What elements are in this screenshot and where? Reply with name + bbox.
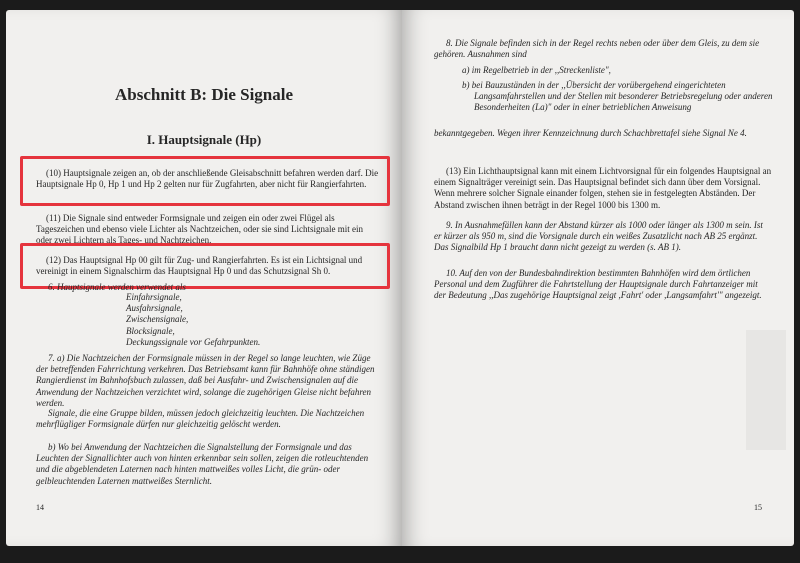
note-7b: b) Wo bei Anwendung der Nachtzeichen die Signalstellung der Formsignale und das Leuchten der Signallichter auch von hinten erkennbar sein sollen, zeigen die rotleuchtenden und die abgeblendeten Laternen nach hinten mattweißes volles Licht, die grün- oder gelbleuchtenden Laternen mattweißes Sternlicht. bbox=[36, 442, 369, 486]
list-item: Deckungssignale vor Gefahrpunkten. bbox=[126, 336, 261, 347]
section-heading: Abschnitt B: Die Signale bbox=[114, 85, 294, 104]
left-page bbox=[6, 10, 402, 546]
paragraph-10: (10) Hauptsignale zeigen an, ob der anschließende Gleisabschnitt befahren werden darf. Die Hauptsignale Hp 0, Hp 1 und Hp 2 gelten nur für Zugfahrten, aber nicht für Rangierfahrten. bbox=[36, 168, 379, 190]
note-8b: b) bei Bauzuständen in der ,,Übersicht der vorübergehend eingerichteten Langsamfahrstellen und der Stellen mit besonderer Betriebsregelung oder anderen Besonderheiten (La)" oder in einer betrieblichen Anweisung bbox=[462, 80, 773, 113]
note-7a-continued: Signale, die eine Gruppe bilden, müssen jedoch gleichzeitig leuchten. Die Nachtzeichen mehrflügliger Formsignale dürfen nur gleichzeitig gelöscht werden. bbox=[36, 408, 365, 430]
highlight-box-10 bbox=[20, 156, 390, 206]
note-6-intro: 6. Hauptsignale werden verwendet als bbox=[48, 282, 186, 292]
note-7a: 7. a) Die Nachtzeichen der Formsignale müssen in der Regel so lange leuchten, wie Züge der betreffenden Fahrrichtung verkehren. Das Betriebsamt kann für Bahnhöfe ohne ständigen Rangierdienst im Bahnhofsbuch zulassen, daß bei Ausfahr- und Zwischensignalen auf die Anwendung der Nachtzeichen verzichtet wird, solange die zugehörigen Gleise nicht befahren werden. bbox=[36, 353, 375, 408]
list-item: Einfahrsignale, bbox=[126, 292, 182, 302]
page-number-left: 14 bbox=[36, 503, 44, 512]
note-10: 10. Auf den von der Bundesbahndirektion bestimmten Bahnhöfen wird dem örtlichen Personal und dem Zugführer die Fahrtstellung der Hauptsignale durch Fahrtanzeiger mit der Bedeutung ,,Das zugehörige Hauptsignal zeigt ,Fahrt' oder ,Langsamfahrt'" angezeigt. bbox=[434, 268, 762, 301]
right-page bbox=[402, 10, 794, 546]
note-6-list bbox=[126, 292, 260, 348]
note-8-intro: 8. Die Signale befinden sich in der Regel rechts neben oder über dem Gleis, zu dem sie gehören. Ausnahmen sind bbox=[434, 38, 760, 60]
note-8a: a) im Regelbetrieb in der ,,Streckenliste", bbox=[462, 65, 611, 75]
paragraph-12: (12) Das Hauptsignal Hp 00 gilt für Zug- und Rangierfahrten. Es ist ein Lichtsignal und vereinigt in einem Signalschirm das Hauptsignal Hp 0 und das Schutzsignal Sh 0. bbox=[36, 255, 363, 277]
list-item: Blocksignale, bbox=[126, 325, 175, 336]
page-number-right: 15 bbox=[754, 503, 762, 512]
section-subheading: I. Hauptsignale (Hp) bbox=[146, 132, 262, 147]
list-item: Ausfahrsignale, bbox=[126, 303, 183, 314]
show-through-shadow bbox=[746, 330, 786, 450]
note-9: 9. In Ausnahmefällen kann der Abstand kürzer als 1000 oder länger als 1300 m sein. Ist er kürzer als 950 m, sind die Vorsignale durch ein weißes Zusatzlicht nach AB 25 ergänzt. Das Signalbild Hp 1 braucht dann nicht gezeigt zu werden (s. AB 1). bbox=[434, 220, 763, 253]
note-8-end: bekanntgegeben. Wegen ihrer Kennzeichnung durch Schachbrettafel siehe Signal Ne 4. bbox=[434, 128, 747, 138]
list-item: Zwischensignale, bbox=[126, 314, 189, 325]
paragraph-11: (11) Die Signale sind entweder Formsignale und zeigen ein oder zwei Flügel als Tageszeichen und ebenso viele Lichter als Nachtzeichen, oder sie sind Lichtsignale mit ein oder zwei Lichtern als Tages- und Nachtzeichen. bbox=[36, 213, 363, 246]
paragraph-13: (13) Ein Lichthauptsignal kann mit einem Lichtvorsignal für ein folgendes Hauptsignal an einem Signalträger vereinigt sein. Das Hauptsignal befindet sich dann über dem Vorsignal. Wenn mehrere solcher Signale einander folgen, stehen sie in festgelegten Abständen. Der Abstand zwischen ihnen beträgt in der Regel 1000 bis 1300 m. bbox=[434, 166, 772, 210]
